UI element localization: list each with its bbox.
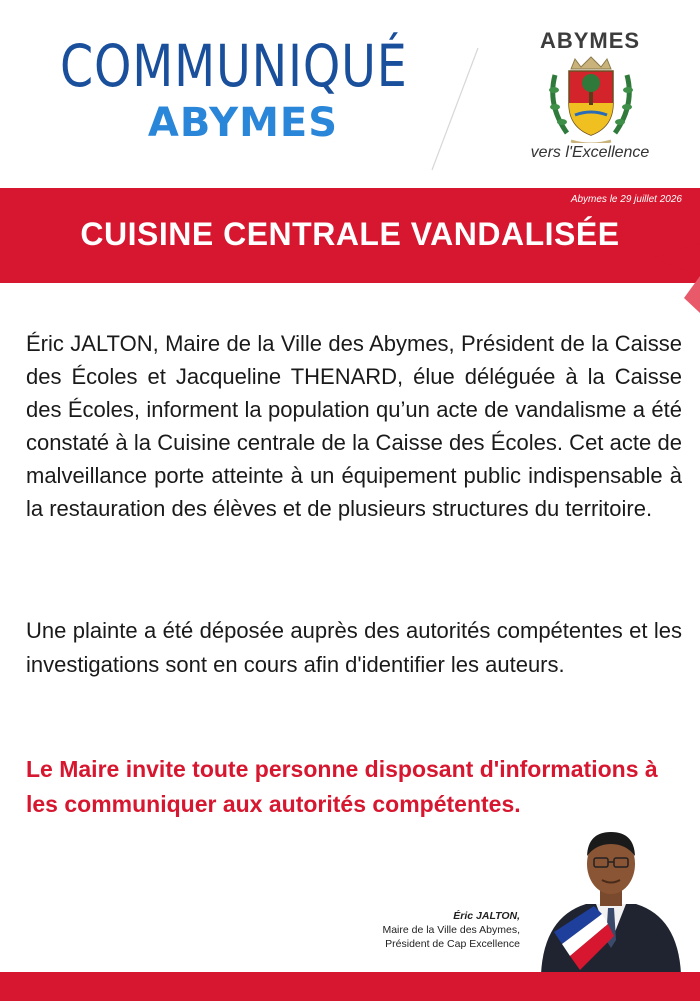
signature-title-2: Président de Cap Excellence [385, 938, 520, 950]
signature-name: Éric JALTON, [453, 910, 520, 922]
headline: CUISINE CENTRALE VANDALISÉE [80, 216, 620, 252]
publication-date: Abymes le 29 juillet 2026 [570, 194, 682, 205]
title-banner [0, 188, 700, 283]
body-paragraph-1: Éric JALTON, Maire de la Ville des Abymes, Président de la Caisse des Écoles et Jacqueline THENARD, élue déléguée à la Caisse des Écoles, informent la population qu’un acte de vandalisme a été constaté à la Cuisine centrale de la Caisse des Écoles. Cet acte de malveillance porte atteinte à un équipement public indispensable à la restauration des élèves et de plusieurs structures du territoire. [26, 331, 682, 521]
banner-decoration [640, 188, 700, 328]
call-to-action: Le Maire invite toute personne disposant d'informations à les communiquer aux autorités compétentes. [26, 756, 658, 817]
signature-title-1: Maire de la Ville des Abymes, [382, 924, 520, 936]
body-paragraph-2: Une plainte a été déposée auprès des autorités compétentes et les investigations sont en cours afin d'identifier les auteurs. [26, 618, 682, 677]
abymes-coat-of-arms-icon [545, 55, 637, 143]
communique-title: COMMUNIQUÉ [60, 32, 408, 100]
logo-slogan: vers l'Excellence [530, 144, 650, 161]
footer-bar [0, 972, 700, 1001]
logo-city-name: ABYMES [539, 28, 641, 53]
header [0, 0, 700, 190]
mayor-portrait-icon [536, 822, 686, 974]
communique-subtitle: ABYMES [147, 100, 339, 146]
signature [382, 909, 520, 951]
